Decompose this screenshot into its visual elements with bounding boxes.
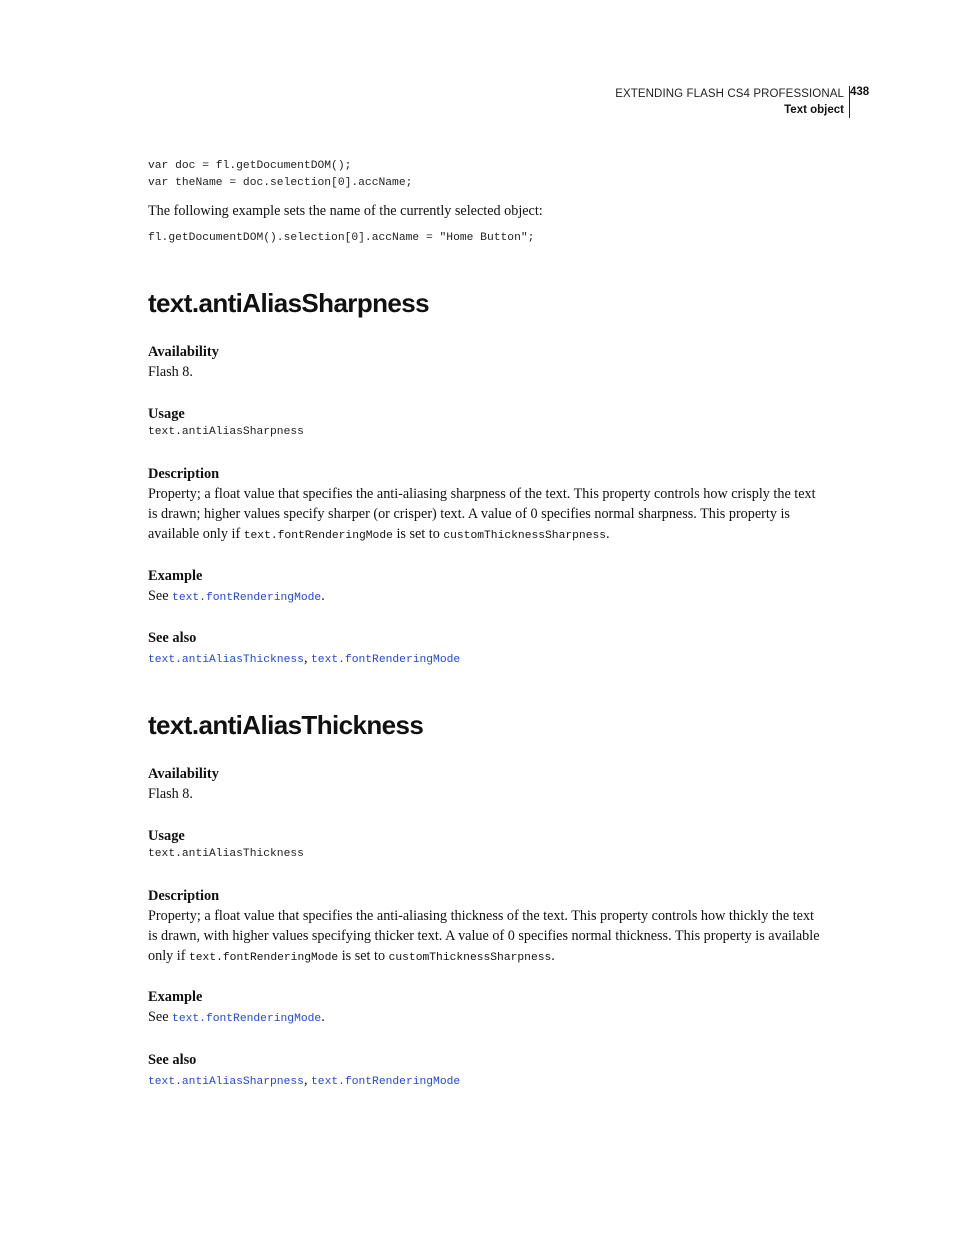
- example-see: See: [148, 588, 173, 604]
- description-text: only if: [148, 948, 189, 964]
- usage-section: [148, 826, 848, 863]
- usage-section: [148, 404, 848, 441]
- availability-section: [148, 764, 848, 804]
- intro-code-block: [148, 158, 848, 192]
- example-see: See: [148, 1009, 173, 1025]
- link-antialias-sharpness[interactable]: text.antiAliasSharpness: [148, 1076, 304, 1088]
- example-label: Example: [148, 989, 203, 1005]
- description-label: Description: [148, 466, 220, 482]
- description-line: [148, 524, 848, 546]
- description-line: Property; a float value that specifies the anti-aliasing sharpness of the text. This property controls how crisply the text: [148, 486, 816, 502]
- inline-code: customThicknessSharpness: [388, 952, 552, 964]
- see-also-separator: ,: [303, 650, 312, 666]
- usage-code: text.antiAliasSharpness: [148, 426, 304, 438]
- description-line: [148, 946, 848, 968]
- section-title-antialias-sharpness: text.antiAliasSharpness: [148, 288, 429, 318]
- usage-label: Usage: [148, 828, 185, 844]
- code-line: var doc = fl.getDocumentDOM();: [148, 160, 352, 172]
- see-also-label: See also: [148, 1052, 197, 1068]
- link-font-rendering-mode[interactable]: text.fontRenderingMode: [172, 592, 322, 604]
- see-also-separator: ,: [303, 1072, 312, 1088]
- description-text: is set to: [392, 526, 444, 542]
- description-text: .: [606, 526, 610, 542]
- inline-code: text.fontRenderingMode: [188, 952, 339, 964]
- example-end: .: [321, 588, 325, 604]
- example-text: [148, 586, 848, 608]
- link-font-rendering-mode[interactable]: text.fontRenderingMode: [311, 654, 461, 666]
- description-label: Description: [148, 888, 220, 904]
- availability-section: [148, 342, 848, 382]
- description-section: [148, 886, 848, 968]
- availability-label: Availability: [148, 766, 219, 782]
- availability-value: Flash 8.: [148, 364, 193, 380]
- description-line: Property; a float value that specifies the anti-aliasing thickness of the text. This property controls how thickly the text: [148, 908, 814, 924]
- link-antialias-thickness[interactable]: text.antiAliasThickness: [148, 654, 304, 666]
- availability-label: Availability: [148, 344, 219, 360]
- section-title-antialias-thickness: text.antiAliasThickness: [148, 710, 424, 740]
- page-number: 438: [850, 86, 870, 98]
- intro-code-example: fl.getDocumentDOM().selection[0].accName = "Home Button";: [148, 232, 535, 244]
- code-line: var theName = doc.selection[0].accName;: [148, 177, 413, 189]
- example-end: .: [321, 1009, 325, 1025]
- description-text: .: [551, 948, 555, 964]
- example-section: [148, 566, 848, 608]
- link-font-rendering-mode[interactable]: text.fontRenderingMode: [172, 1013, 322, 1025]
- description-section: [148, 464, 848, 546]
- see-also-label: See also: [148, 630, 197, 646]
- inline-code: customThicknessSharpness: [443, 530, 607, 542]
- description-line: is drawn, with higher values specifying thicker text. A value of 0 specifies normal thickness. This property is available: [148, 928, 820, 944]
- availability-value: Flash 8.: [148, 786, 193, 802]
- usage-label: Usage: [148, 406, 185, 422]
- description-line: is drawn; higher values specify sharper (or crisper) text. A value of 0 specifies normal sharpness. This property is: [148, 506, 790, 522]
- see-also-links: [148, 1070, 848, 1092]
- example-label: Example: [148, 568, 203, 584]
- see-also-section: [148, 1050, 848, 1092]
- description-text: available only if: [148, 526, 244, 542]
- running-header: [615, 86, 844, 118]
- section-name: Text object: [784, 104, 844, 116]
- usage-code: text.antiAliasThickness: [148, 848, 304, 860]
- example-section: [148, 987, 848, 1029]
- see-also-links: [148, 648, 848, 670]
- example-text: [148, 1007, 848, 1029]
- see-also-section: [148, 628, 848, 670]
- description-text: is set to: [338, 948, 389, 964]
- inline-code: text.fontRenderingMode: [243, 530, 393, 542]
- link-font-rendering-mode[interactable]: text.fontRenderingMode: [311, 1076, 461, 1088]
- document-title: EXTENDING FLASH CS4 PROFESSIONAL: [615, 88, 844, 100]
- intro-paragraph: The following example sets the name of the currently selected object:: [148, 203, 543, 219]
